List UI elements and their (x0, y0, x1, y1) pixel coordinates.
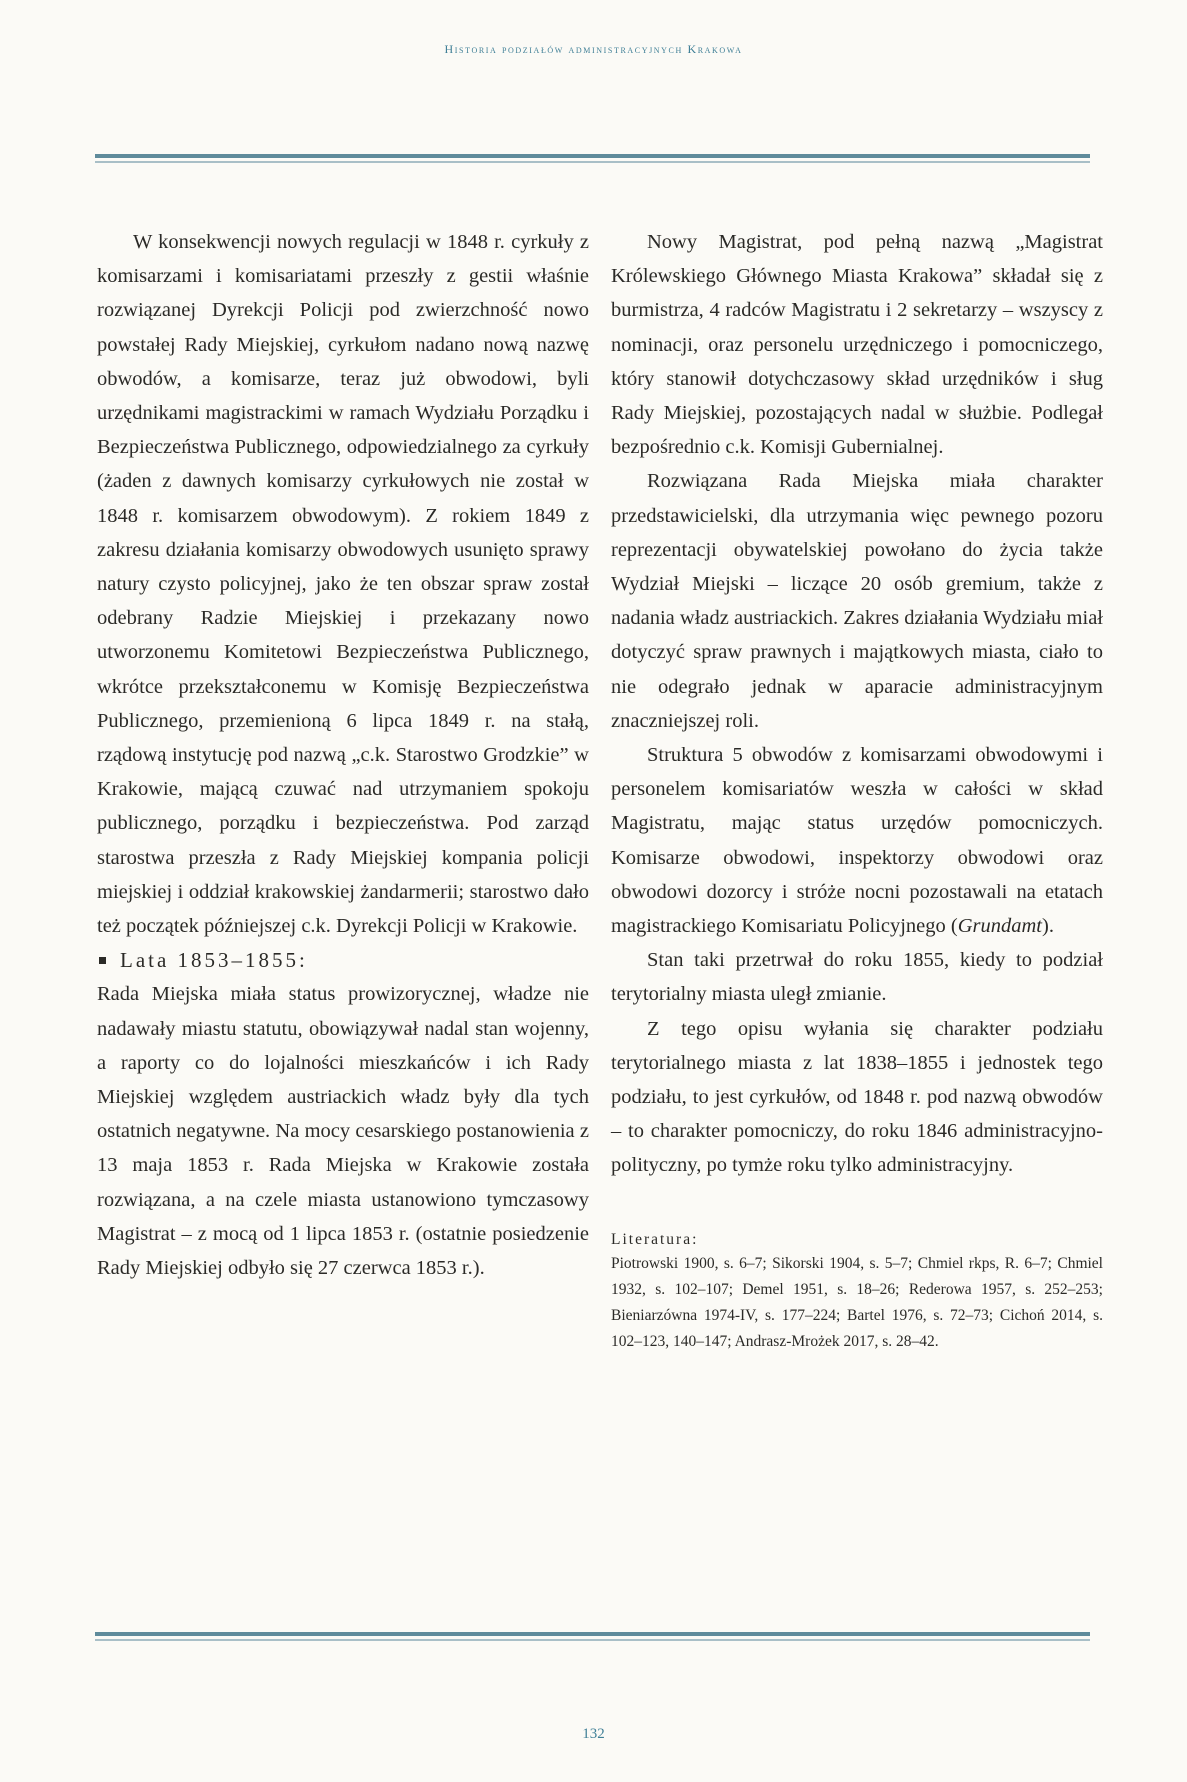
paragraph-3-end: ). (1042, 915, 1054, 938)
bottom-rule (95, 1632, 1090, 1636)
section-heading-text: Lata 1853–1855: (120, 948, 308, 973)
literature-text: Piotrowski 1900, s. 6–7; Sikorski 1904, s. 5–7; Chmiel rkps, R. 6–7; Chmiel 1932, s. 102–107; Demel 1951, s. 18–26; Rederowa 1957, s. 252–253; Bieniarzówna 1974-IV, s. 177–224; Bartel 1976, s. 72–73; Cichoń 2014, s. 102–123, 140–147; Andrasz-Mrożek 2017, s. 28–42. (611, 1254, 1103, 1350)
left-paragraph-1: W konsekwencji nowych regulacji w 1848 r. cyrkuły z komisarzami i komisariatami przeszły z gestii właśnie rozwiązanej Dyrekcji Policji pod zwierzchność nowo powstałej Rady Miejskiej, cyrkułom nadano nową nazwę obwodów, a komisarze, teraz już obwodowi, byli urzędnikami magistrackimi w ramach Wydziału Porządku i Bezpieczeństwa Publicznego, odpowiedzialnego za cyrkuły (żaden z dawnych komisarzy cyrkułowych nie został w 1848 r. komisarzem obwodowym). Z rokiem 1849 z zakresu działania komisarzy obwodowych usunięto sprawy natury czysto policyjnej, jako że ten obszar spraw został odebrany Radzie Miejskiej i przekazany nowo utworzonemu Komitetowi Bezpieczeństwa Publicznego, wkrótce przekształconemu w Komisję Bezpieczeństwa Publicznego, przemienioną 6 lipca 1849 r. na stałą, rządową instytucję pod nazwą „c.k. Starostwo Grodzkie” w Krakowie, mającą czuwać nad utrzymaniem spokoju publicznego, porządku i bezpieczeństwa. Pod zarząd starostwa przeszła z Rady Miejskiej kompania policji miejskiej i oddział krakowskiej żandarmerii; starostwo dało też początek późniejszej c.k. Dyrekcji Policji w Krakowie. (97, 231, 589, 938)
page-number: 132 (582, 1726, 605, 1742)
right-paragraph-1: Nowy Magistrat, pod pełną nazwą „Magistrat Królewskiego Głównego Miasta Krakowa” składał się z burmistrza, 4 radców Magistratu i 2 sekretarzy – wszyscy z nominacji, oraz personelu urzędniczego i pomocniczego, który stanowił dotychczasowy skład urzędników i sług Rady Miejskiej, pozostających nadal w służbie. Podlegał bezpośrednio c.k. Komisji Gubernialnej. (611, 231, 1103, 459)
right-column (611, 225, 1103, 1355)
right-paragraph-3 (611, 738, 1103, 943)
grundamt-term: Grundamt (957, 915, 1043, 938)
right-paragraph-4: Stan taki przetrwał do roku 1855, kiedy to podział terytorialny miasta uległ zmianie. (611, 949, 1103, 1006)
right-paragraph-2: Rozwiązana Rada Miejska miała charakter przedstawicielski, dla utrzymania więc pewnego pozoru reprezentacji obywatelskiej powołano do życia także Wydział Miejski – liczące 20 osób gremium, także z nadania władz austriackich. Zakres działania Wydziału miał dotyczyć spraw prawnych i majątkowych miasta, ciało to nie odegrało jednak w aparacie administracyjnym znaczniejszej roli. (611, 470, 1103, 732)
left-column (97, 225, 589, 1285)
paragraph-3-text: Struktura 5 obwodów z komisarzami obwodowymi i personelem komisariatów weszła w całości w skład Magistratu, mając status urzędów pomocniczych. Komisarze obwodowi, inspektorzy obwodowi oraz obwodowi dozorcy i stróże nocni pozostawali na etatach magistrackiego Komisariatu Policyjnego ( (611, 744, 1103, 938)
right-paragraph-5: Z tego opisu wyłania się charakter podziału terytorialnego miasta z lat 1838–1855 i jednostek tego podziału, to jest cyrkułów, od 1848 r. pod nazwą obwodów – to charakter pomocniczy, do roku 1846 administracyjno-polityczny, po tymże roku tylko administracyjny. (611, 1017, 1103, 1177)
literature-label: Literatura: (611, 1230, 699, 1248)
square-bullet-icon (99, 957, 106, 964)
left-paragraph-2: Rada Miejska miała status prowizorycznej, władze nie nadawały miastu statutu, obowiązywał nadal stan wojenny, a raporty co do lojalności mieszkańców i ich Rady Miejskiej względem austriackich władz były dla tych ostatnich negatywne. Na mocy cesarskiego postanowienia z 13 maja 1853 r. Rada Miejska w Krakowie została rozwiązana, a na czele miasta ustanowiono tymczasowy Magistrat – z mocą od 1 lipca 1853 r. (ostatnie posiedzenie Rady Miejskiej odbyło się 27 czerwca 1853 r.). (97, 983, 589, 1280)
top-rule (95, 154, 1090, 158)
running-header: Historia podziałów administracyjnych Krakowa (444, 42, 743, 56)
section-heading (97, 943, 589, 977)
